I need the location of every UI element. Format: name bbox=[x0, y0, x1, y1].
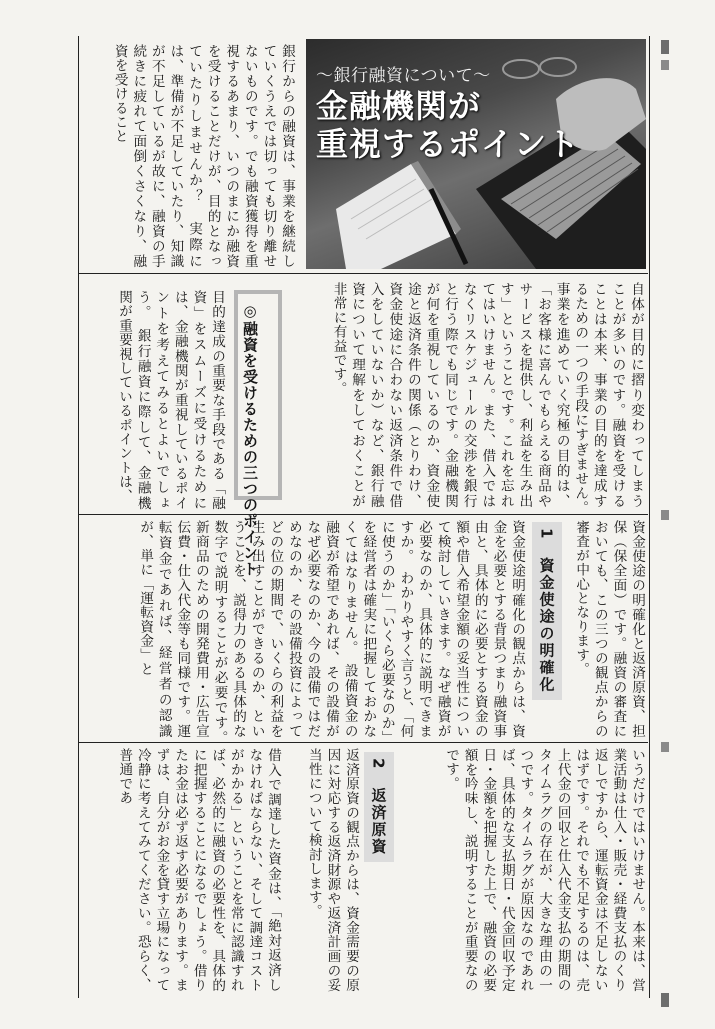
margin-tab bbox=[661, 742, 669, 752]
margin-tab bbox=[661, 510, 669, 520]
numbered-heading-1: 1 資金使途の明確化 bbox=[532, 522, 562, 700]
divider-row2 bbox=[78, 514, 648, 515]
working-capital-text-column bbox=[405, 748, 646, 992]
banner-title bbox=[316, 87, 580, 163]
three-views-paragraph: 資金使途の明確化と返済原資、担保（保全面）です。融資の審査においても、この三つの観点からの審査が中心となります。 bbox=[573, 520, 645, 738]
three-views-text-column bbox=[568, 520, 646, 738]
fund-use-text-column bbox=[86, 520, 526, 753]
working-capital-paragraph: いうだけではいけません。本来は、営業活動は仕入・販売・経費支払のくり返しですから、運転資金は不足しないはずです。それでも不足するのは、売上代金の回収と仕入代金支払の期間のタイムラグの存在が、大きな理由の一つです。タイムラグが原因なのであれば、具体的な支払期日・代金回収予定日・金額を把握した上で、融資の必要額を吟味し、説明することが重要なのです。 bbox=[443, 748, 645, 992]
section-heading-three-points: ◎融資を受けるための三つのポイント bbox=[241, 302, 259, 577]
repayment-source-text-column bbox=[286, 748, 360, 992]
intro-paragraph: 銀行からの融資は、事業を継続していくうえでは切っても切り離せないものです。でも融資獲得を重視するあまり、いつのまにか融資を受けることだけが、目的となっていたりしませんか？ 実際には、準備が不足していたり、知識が不足しているが故に、融資の手続きに疲れて面倒くさくなり、融資を受けること bbox=[111, 44, 295, 268]
banner-title-line1: 金融機関が bbox=[316, 87, 482, 125]
divider-row1 bbox=[78, 273, 648, 274]
header-photo-banner bbox=[306, 39, 646, 269]
banner-subtitle: 〜銀行融資について〜 bbox=[316, 66, 491, 86]
numbered-heading-2: 2 返済原資 bbox=[364, 752, 394, 862]
three-points-text-column bbox=[86, 290, 226, 510]
purpose-text-column bbox=[310, 282, 645, 523]
banner-title-line2: 重視するポイント bbox=[316, 125, 581, 163]
repayment-source-paragraph: 返済原資の観点からは、資金需要の原因に対応する返済財源や返済計画の妥当性について検討します。 bbox=[305, 748, 359, 992]
three-points-paragraph: 目的達成の重要な手段である「融資」をスムーズに受けるためには、金融機関が重視しているポイントを考えてみるとよいでしょう。 銀行融資に際して、金融機関が重要視しているポイントは、 bbox=[116, 290, 225, 510]
fund-use-paragraph: 資金使途明確化の観点からは、資金を必要とする背景つまり融資事由と、具体的に必要とする資金の額や借入希望金額の妥当性について検討していきます。なぜ融資が必要なのか、具体的に説明できますか。 わかりやすく言うと、「何に使うのか」「いくら必要なのか」を経営者は確実に把握しておかなくてはなりません。 設備資金の融資が希望であれば、その設備がなぜ必要なのか、今の設備ではだめなのか、その設備投資によってどの位の期間で、いくらの利益を生み出すことができるのか、ということを、説得力のある具体的な数字で説明することが必要です。 新商品のための開発費用・広告宣伝費・仕入代金等も同様です。運転資金であれば、経営者の認識が、単に「運転資金」と bbox=[137, 520, 525, 753]
margin-tab bbox=[661, 40, 669, 54]
margin-tab bbox=[661, 993, 669, 1007]
borrowing-text-column bbox=[86, 748, 282, 992]
divider-row3 bbox=[78, 742, 648, 743]
purpose-paragraph: 自体が目的に摺り変わってしまうことが多いのです。融資を受けることは本来、事業の目的を達成するための一つの手段にすぎません。 事業を進めていく究極の目的は、「お客様に喜んでもらえる商品やサービスを提供し、利益を生み出す」ということです。これを忘れてはいけません。また、借入ではなくリスケジュールの交渉を銀行と行う際でも同じです。金融機関が何を重視しているのか、資金使途と返済条件の関係（とりわけ、資金使途に合わない返済条件で借入をしていないか）など、銀行融資について理解をしておくことが非常に有益です。 bbox=[330, 282, 644, 523]
intro-text-column bbox=[86, 44, 296, 268]
margin-tab bbox=[661, 60, 669, 70]
borrowing-paragraph: 借入で調達した資金は、「絶対返済しなければならない、そして調達コストがかかる」ということを常に認識すれば、必然的に融資の必要性を、具体的に把握することになるでしょう。借りたお金は必ず返す必要があります。まずは、自分がお金を貸す立場になって冷静に考えてみてください。恐らく、普通であ bbox=[116, 748, 281, 992]
